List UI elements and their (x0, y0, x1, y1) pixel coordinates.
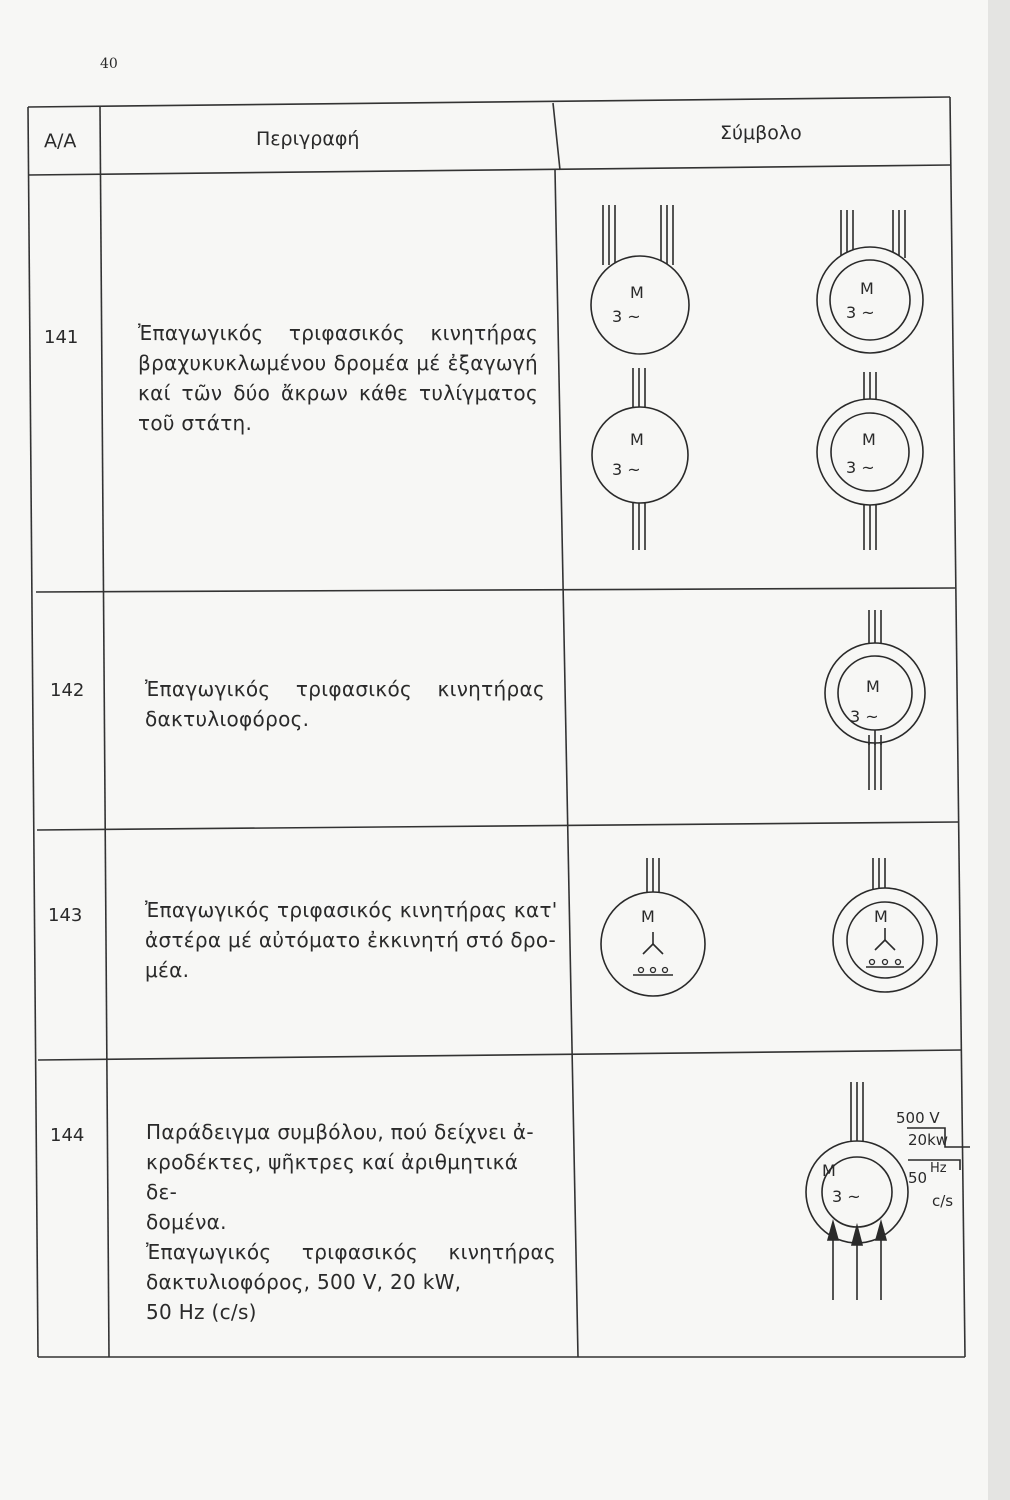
motor-symbol-144 (806, 1082, 970, 1300)
desc-line: Ἐπαγωγικός τριφασικός κινητήρας (145, 677, 545, 701)
motor-symbol-141-a (591, 205, 689, 354)
row-index-144: 144 (50, 1125, 85, 1146)
rating-frequency-value: 50 (908, 1169, 928, 1187)
desc-line: δακτυλιοφόρος. (145, 707, 310, 731)
rating-voltage: 500 V (896, 1109, 940, 1127)
motor-label: M (874, 907, 888, 926)
phase-label: 3 ~ (846, 303, 875, 322)
desc-line: Παράδειγμα συμβόλου, πού δείχνει ἀ- (146, 1120, 534, 1144)
desc-line: Ἐπαγωγικός τριφασικός κινητήρας (138, 321, 538, 345)
motor-symbol-143-a (601, 858, 705, 996)
motor-label: M (866, 677, 880, 696)
phase-label: 3 ~ (832, 1187, 861, 1206)
motor-label: M (822, 1161, 836, 1180)
phase-label: 3 ~ (612, 307, 641, 326)
desc-line: δακτυλιοφόρος, 500 V, 20 kW, (146, 1270, 462, 1294)
phase-label: 3 ~ (846, 458, 875, 477)
header-symbol: Σύμβολο (720, 122, 802, 144)
motor-symbol-141-c (592, 368, 688, 550)
motor-label: M (630, 430, 644, 449)
desc-line: βραχυκυκλωμένου δρομέα μέ ἐξαγωγή (138, 351, 538, 375)
desc-line: Ἐπαγωγικός τριφασικός κινητήρας (146, 1240, 556, 1264)
rating-frequency-unit: Hz (930, 1161, 947, 1176)
page-number: 40 (100, 56, 118, 72)
desc-line: καί τῶν δύο ἄκρων κάθε τυλίγματος (138, 381, 538, 405)
phase-label: 3 ~ (850, 707, 879, 726)
desc-line: δομένα. (146, 1210, 227, 1234)
motor-label: M (630, 283, 644, 302)
phase-label: 3 ~ (612, 460, 641, 479)
motor-label: M (860, 279, 874, 298)
motor-label: M (641, 907, 655, 926)
row-index-141: 141 (44, 327, 79, 348)
desc-line: ἀστέρα μέ αὐτόματο ἐκκινητή στό δρο- (145, 928, 556, 952)
row-index-143: 143 (48, 905, 83, 926)
desc-line: Ἐπαγωγικός τριφασικός κινητήρας κατ' (145, 898, 558, 922)
motor-label: M (862, 430, 876, 449)
desc-line: 50 Hz (c/s) (146, 1300, 257, 1324)
desc-line: μέα. (145, 958, 190, 982)
header-index: Α/Α (44, 130, 77, 152)
desc-line: κροδέκτες, ψῆκτρες καί ἀριθμητικά δε- (146, 1150, 519, 1204)
header-description: Περιγραφή (256, 128, 360, 150)
row-index-142: 142 (50, 680, 85, 701)
motor-symbol-142 (825, 610, 925, 790)
rating-frequency-alt: c/s (932, 1192, 954, 1210)
desc-line: τοῦ στάτη. (138, 411, 253, 435)
rating-power: 20kw (908, 1131, 949, 1149)
